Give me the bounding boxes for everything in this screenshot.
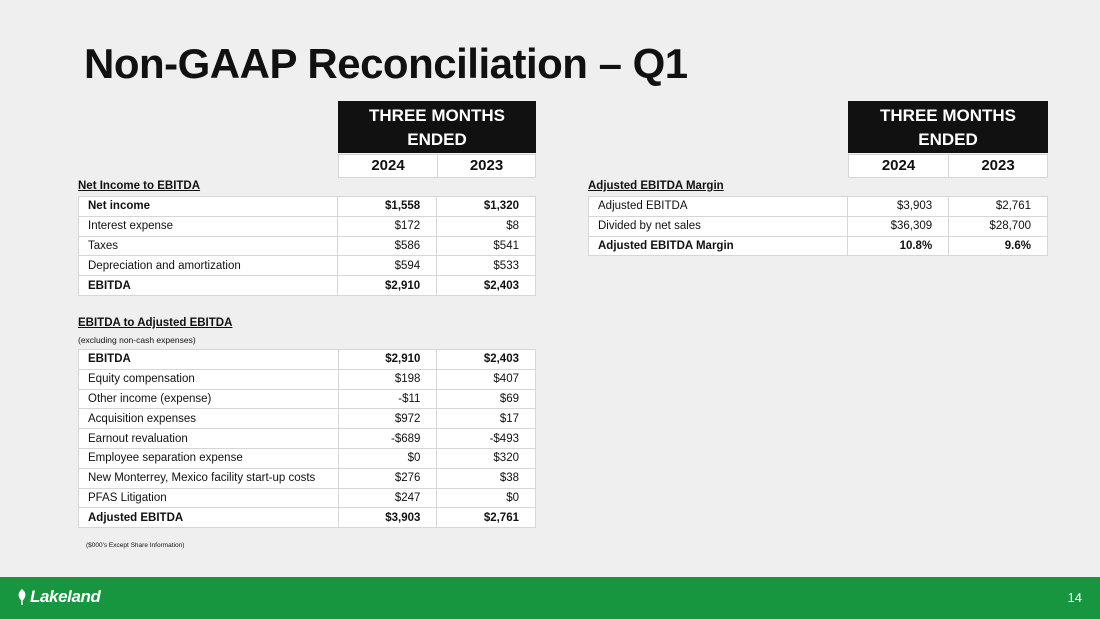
value-2023: $0 (437, 488, 536, 508)
value-2023: $541 (437, 236, 536, 256)
table-row (79, 409, 536, 429)
right-period-line1: THREE MONTHS ENDED (880, 106, 1016, 149)
row-label: Acquisition expenses (79, 409, 339, 429)
logo-text: Lakeland (30, 587, 101, 606)
table-row (589, 216, 1048, 236)
row-label: Adjusted EBITDA Margin (589, 236, 848, 256)
value-2023: $17 (437, 409, 536, 429)
value-2024: $586 (338, 236, 437, 256)
adjusted-ebitda-heading: EBITDA to Adjusted EBITDA (78, 317, 233, 329)
right-year-2024: 2024 (848, 154, 949, 178)
footnote: ($000's Except Share Information) (86, 542, 185, 549)
row-label: EBITDA (79, 276, 338, 296)
value-2024: $276 (338, 468, 437, 488)
value-2023: $1,320 (437, 197, 536, 217)
page-title: Non-GAAP Reconciliation – Q1 (84, 40, 688, 87)
lakeland-logo (16, 587, 101, 607)
table-row (79, 448, 536, 468)
value-2024: $36,309 (848, 216, 949, 236)
row-label: Taxes (79, 236, 338, 256)
table-row (79, 197, 536, 217)
value-2024: $247 (338, 488, 437, 508)
value-2024: $172 (338, 216, 437, 236)
net-income-table (78, 196, 536, 296)
row-label: Interest expense (79, 216, 338, 236)
table-row (79, 216, 536, 236)
value-2024: 10.8% (848, 236, 949, 256)
value-2023: $533 (437, 256, 536, 276)
value-2023: $2,761 (949, 197, 1048, 217)
value-2024: $2,910 (338, 350, 437, 370)
row-label: PFAS Litigation (79, 488, 339, 508)
adjusted-ebitda-subheading: (excluding non-cash expenses) (78, 335, 196, 345)
row-label: Adjusted EBITDA (79, 508, 339, 528)
value-2024: $198 (338, 369, 437, 389)
table-row (79, 236, 536, 256)
value-2024: $0 (338, 448, 437, 468)
value-2024: $2,910 (338, 276, 437, 296)
row-label: New Monterrey, Mexico facility start-up costs (79, 468, 339, 488)
page-number: 14 (1067, 590, 1082, 605)
value-2023: $2,761 (437, 508, 536, 528)
table-row (79, 350, 536, 370)
value-2023: $69 (437, 389, 536, 409)
row-label: Equity compensation (79, 369, 339, 389)
row-label: Adjusted EBITDA (589, 197, 848, 217)
table-row (79, 508, 536, 528)
row-label: Employee separation expense (79, 448, 339, 468)
margin-table (588, 196, 1048, 256)
row-label: Depreciation and amortization (79, 256, 338, 276)
row-label: Other income (expense) (79, 389, 339, 409)
table-row (589, 236, 1048, 256)
left-period-header (338, 101, 536, 153)
footer-bar (0, 577, 1100, 619)
adjusted-ebitda-table (78, 349, 536, 528)
margin-heading: Adjusted EBITDA Margin (588, 180, 724, 192)
row-label: Divided by net sales (589, 216, 848, 236)
table-row (589, 197, 1048, 217)
row-label: EBITDA (79, 350, 339, 370)
leaf-icon (16, 589, 28, 605)
value-2023: $2,403 (437, 276, 536, 296)
value-2024: -$11 (338, 389, 437, 409)
row-label: Earnout revaluation (79, 429, 339, 449)
value-2023: $320 (437, 448, 536, 468)
value-2024: $972 (338, 409, 437, 429)
right-year-2023: 2023 (948, 154, 1048, 178)
table-row (79, 488, 536, 508)
value-2024: $3,903 (338, 508, 437, 528)
net-income-heading: Net Income to EBITDA (78, 180, 201, 192)
value-2023: $8 (437, 216, 536, 236)
table-row (79, 276, 536, 296)
left-year-2024: 2024 (338, 154, 438, 178)
value-2024: $594 (338, 256, 437, 276)
value-2023: -$493 (437, 429, 536, 449)
table-row (79, 256, 536, 276)
table-row (79, 468, 536, 488)
table-row (79, 389, 536, 409)
value-2023: $38 (437, 468, 536, 488)
value-2024: $1,558 (338, 197, 437, 217)
value-2023: $407 (437, 369, 536, 389)
table-row (79, 429, 536, 449)
value-2023: 9.6% (949, 236, 1048, 256)
value-2023: $2,403 (437, 350, 536, 370)
left-year-2023: 2023 (437, 154, 536, 178)
row-label: Net income (79, 197, 338, 217)
right-period-header (848, 101, 1048, 153)
value-2023: $28,700 (949, 216, 1048, 236)
value-2024: $3,903 (848, 197, 949, 217)
left-period-line1: THREE MONTHS ENDED (369, 106, 505, 149)
table-row (79, 369, 536, 389)
value-2024: -$689 (338, 429, 437, 449)
